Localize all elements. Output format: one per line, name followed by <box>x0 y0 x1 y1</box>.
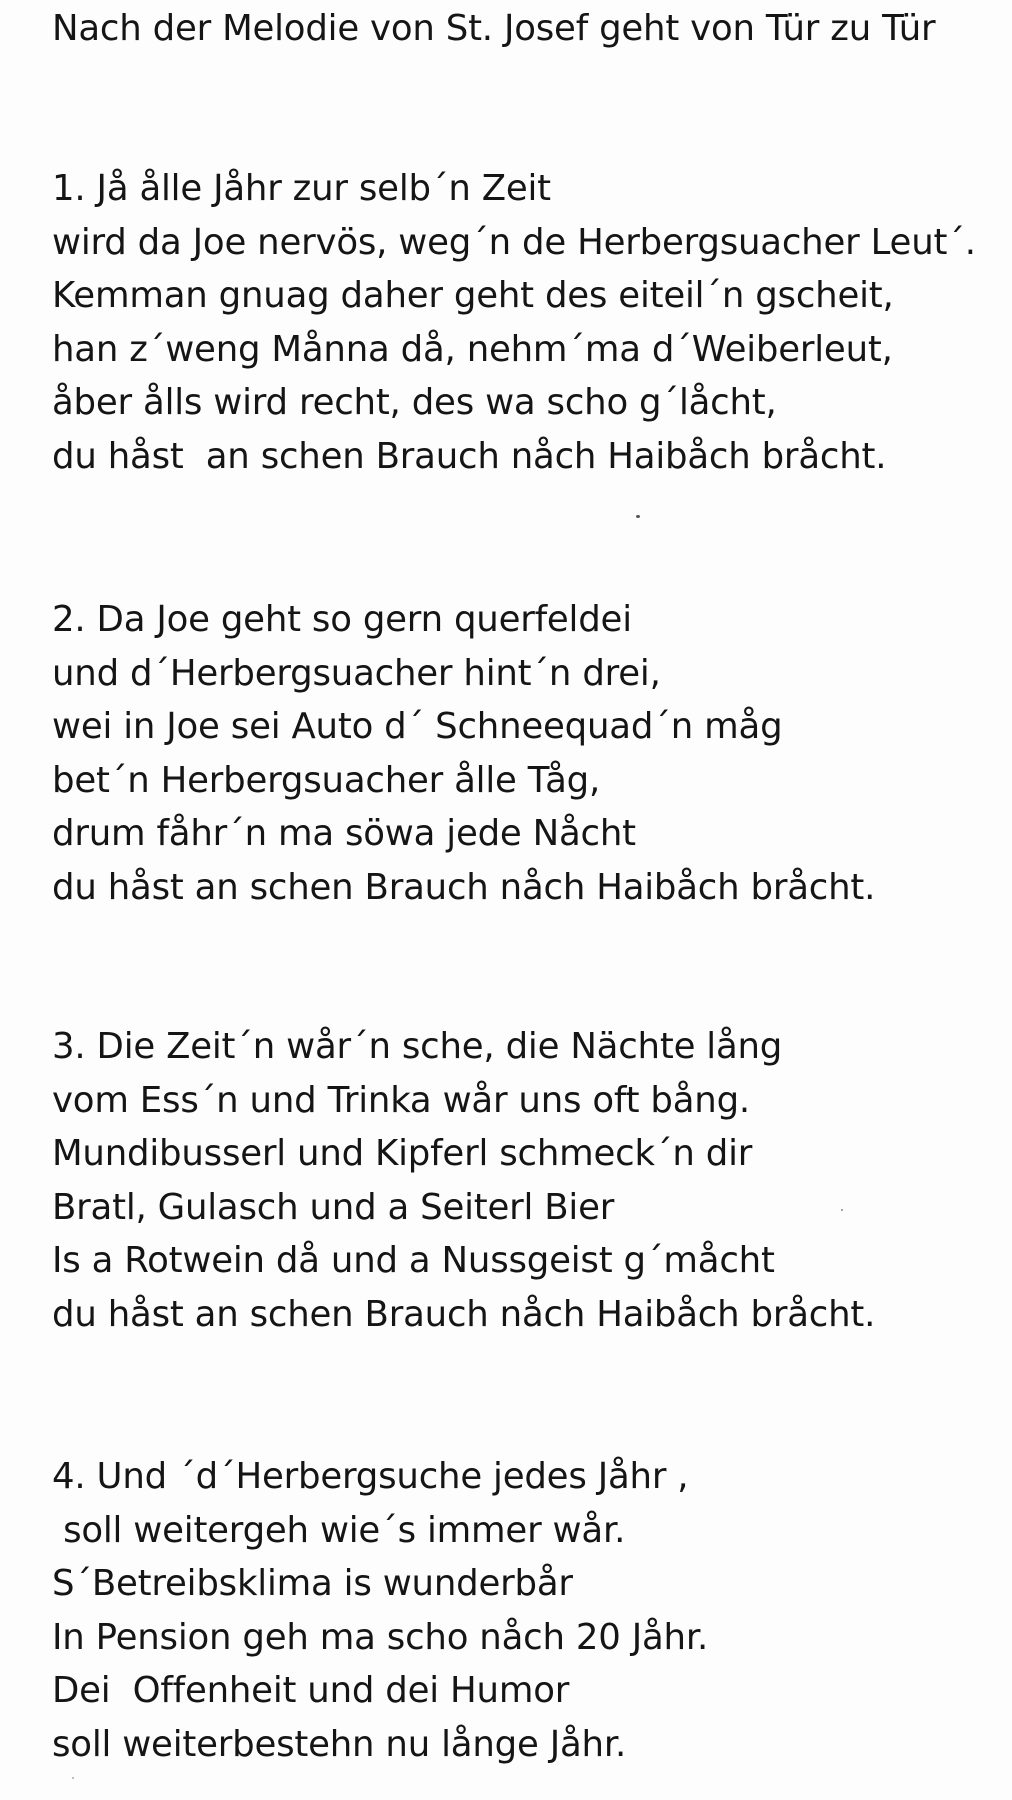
stanza-line: S´Betreibsklima is wunderbår <box>52 1563 573 1604</box>
stanza-line: In Pension geh ma scho nåch 20 Jåhr. <box>52 1616 709 1658</box>
scan-speck <box>841 1209 843 1211</box>
stanza-3 <box>52 1020 875 1341</box>
stanza-line: vom Ess´n und Trinka wår uns oft bång. <box>52 1079 751 1121</box>
stanza-line: du håst an schen Brauch nåch Haibåch bråcht. <box>52 435 887 477</box>
stanza-line: 3. Die Zeit´n wår´n sche, die Nächte lång <box>52 1026 783 1067</box>
stanza-line: han z´weng Månna då, nehm´ma d´Weiberleut, <box>52 328 893 370</box>
stanza-2 <box>52 593 875 914</box>
stanza-line: wei in Joe sei Auto d´ Schneequad´n måg <box>52 706 783 747</box>
stanza-line: bet´n Herbergsuacher ålle Tåg, <box>52 759 601 801</box>
scan-speck <box>636 515 640 518</box>
scan-speck <box>72 1777 74 1779</box>
stanza-line: du håst an schen Brauch nåch Haibåch bråcht. <box>52 866 876 908</box>
stanza-line: Bratl, Gulasch und a Seiterl Bier <box>52 1186 615 1228</box>
stanza-line: Mundibusserl und Kipferl schmeck´n dir <box>52 1133 753 1174</box>
document-title: Nach der Melodie von St. Josef geht von Tür zu Tür <box>52 8 936 49</box>
stanza-line: soll weiterbestehn nu långe Jåhr. <box>52 1723 627 1765</box>
stanza-line: Kemman gnuag daher geht des eiteil´n gscheit, <box>52 275 894 316</box>
stanza-line: 4. Und ´d´Herbergsuche jedes Jåhr , <box>52 1456 689 1497</box>
stanza-line: Is a Rotwein då und a Nussgeist g´måcht <box>52 1240 775 1281</box>
stanza-line: du håst an schen Brauch nåch Haibåch bråcht. <box>52 1293 876 1335</box>
stanza-line: 2. Da Joe geht so gern querfeldei <box>52 599 632 640</box>
stanza-line: soll weitergeh wie´s immer wår. <box>52 1509 626 1551</box>
stanza-line: wird da Joe nervös, weg´n de Herbergsuacher Leut´. <box>52 221 976 263</box>
stanza-line: 1. Jå ålle Jåhr zur selb´n Zeit <box>52 168 551 209</box>
stanza-line: drum fåhr´n ma söwa jede Nåcht <box>52 813 636 854</box>
stanza-line: Dei Offenheit und dei Humor <box>52 1670 570 1711</box>
stanza-line: und d´Herbergsuacher hint´n drei, <box>52 652 661 694</box>
stanza-1 <box>52 162 976 483</box>
stanza-4 <box>52 1450 708 1771</box>
stanza-line: åber ålls wird recht, des wa scho g´låcht, <box>52 382 777 423</box>
